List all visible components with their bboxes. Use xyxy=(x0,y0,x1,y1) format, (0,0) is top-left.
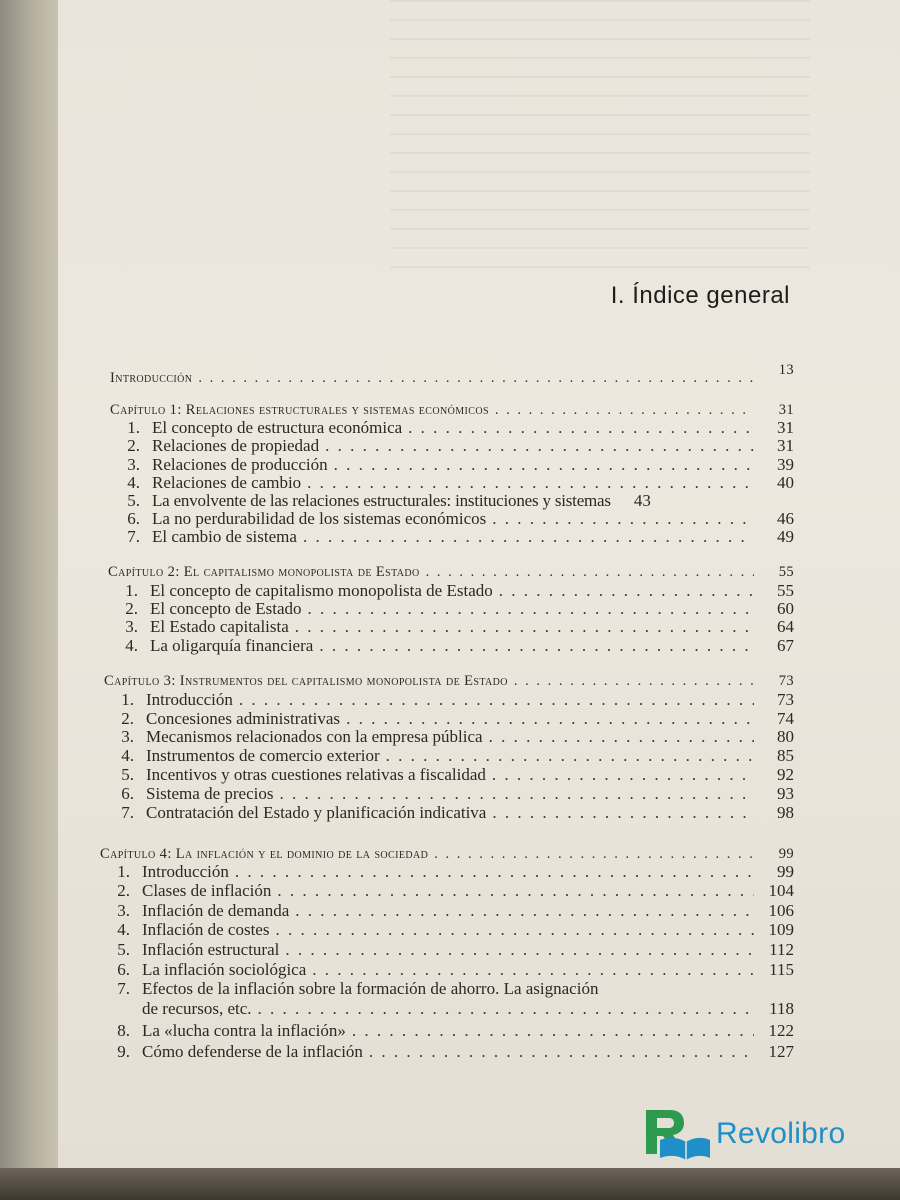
item-label: Contratación del Estado y planificación indicativa xyxy=(146,803,487,822)
leader-dots xyxy=(258,999,754,1019)
item-label: Relaciones de cambio xyxy=(152,473,302,492)
item-number: 2. xyxy=(121,709,134,728)
toc-item xyxy=(112,617,794,637)
toc-item xyxy=(104,940,794,960)
item-label: Inflación de demanda xyxy=(142,901,290,920)
leader-dots xyxy=(275,920,754,940)
item-page: 122 xyxy=(768,1021,794,1040)
item-label: Sistema de precios xyxy=(146,784,274,803)
toc-item xyxy=(112,581,794,601)
toc-item xyxy=(104,979,794,999)
item-label: Incentivos y otras cuestiones relativas a fiscalidad xyxy=(146,765,486,784)
item-number: 8. xyxy=(117,1021,130,1040)
chapter-page: 31 xyxy=(778,402,794,418)
chapter-page: 73 xyxy=(778,673,794,689)
leader-dots xyxy=(308,599,754,619)
item-number: 1. xyxy=(121,690,134,709)
leader-dots xyxy=(307,473,754,493)
leader-dots xyxy=(346,709,754,729)
item-page: 115 xyxy=(769,960,794,979)
leader-dots xyxy=(325,436,754,456)
item-number: 7. xyxy=(121,803,134,822)
toc-item xyxy=(108,746,794,766)
leader-dots xyxy=(295,617,754,637)
toc-item xyxy=(104,881,794,901)
item-page: 127 xyxy=(768,1042,794,1061)
item-label: Inflación estructural xyxy=(142,940,280,959)
item-page: 49 xyxy=(777,527,794,546)
item-label: El concepto de Estado xyxy=(150,599,302,618)
item-label: Relaciones de producción xyxy=(152,455,328,474)
toc-item xyxy=(112,636,794,656)
item-page: 85 xyxy=(777,746,794,765)
toc-item xyxy=(112,599,794,619)
item-page: 92 xyxy=(777,765,794,784)
leader-dots xyxy=(334,455,754,475)
toc-item xyxy=(114,473,794,493)
toc-chapter-2 xyxy=(108,562,794,582)
toc-item xyxy=(108,709,794,729)
item-number: 3. xyxy=(121,727,134,746)
item-number: 6. xyxy=(121,784,134,803)
toc-item xyxy=(108,803,794,823)
item-page: 67 xyxy=(777,636,794,655)
toc-item xyxy=(114,491,802,511)
item-page: 74 xyxy=(777,709,794,728)
item-label: La inflación sociológica xyxy=(142,960,307,979)
item-label: Instrumentos de comercio exterior xyxy=(146,746,380,765)
toc-item xyxy=(114,527,794,547)
toc-item xyxy=(108,784,794,804)
toc-item xyxy=(104,1042,794,1062)
item-page: 93 xyxy=(777,784,794,803)
item-page: 60 xyxy=(777,599,794,618)
item-label: La envolvente de las relaciones estructurales: instituciones y sistemas xyxy=(152,491,611,510)
item-number: 4. xyxy=(125,636,138,655)
item-label: Cómo defenderse de la inflación xyxy=(142,1042,363,1061)
item-page: 106 xyxy=(768,901,794,920)
leader-dots xyxy=(514,671,754,691)
leader-dots xyxy=(499,581,754,601)
leader-dots xyxy=(295,901,754,921)
item-page: 98 xyxy=(777,803,794,822)
toc-item xyxy=(108,727,794,747)
item-label: Concesiones administrativas xyxy=(146,709,341,728)
leader-dots xyxy=(279,784,754,804)
item-number: 3. xyxy=(125,617,138,636)
leader-dots xyxy=(492,509,754,529)
item-label: Inflación de costes xyxy=(142,920,270,939)
item-page: 39 xyxy=(777,455,794,474)
toc-item xyxy=(114,455,794,475)
item-number: 3. xyxy=(117,901,130,920)
item-number: 5. xyxy=(127,491,140,510)
item-number: 7. xyxy=(117,979,130,998)
item-label: Introducción xyxy=(146,690,233,709)
item-label: Relaciones de propiedad xyxy=(152,436,320,455)
item-number: 2. xyxy=(117,881,130,900)
item-label: La oligarquía financiera xyxy=(150,636,314,655)
item-number: 9. xyxy=(117,1042,130,1061)
item-number: 4. xyxy=(117,920,130,939)
item-page: 73 xyxy=(777,690,794,709)
item-page: 46 xyxy=(777,509,794,528)
item-number: 1. xyxy=(125,581,138,600)
leader-dots xyxy=(235,862,754,882)
toc-intro-page: 13 xyxy=(778,362,794,378)
chapter-title: Capítulo 4: La inflación y el dominio de la sociedad xyxy=(100,846,429,862)
item-page: 99 xyxy=(777,862,794,881)
item-number: 1. xyxy=(127,418,140,437)
item-label: Introducción xyxy=(142,862,229,881)
item-label: La no perdurabilidad de los sistemas económicos xyxy=(152,509,487,528)
toc-item xyxy=(114,418,794,438)
item-label: El concepto de estructura económica xyxy=(152,418,403,437)
item-label: Mecanismos relacionados con la empresa pública xyxy=(146,727,483,746)
item-page: 55 xyxy=(777,581,794,600)
chapter-page: 55 xyxy=(778,564,794,580)
item-number: 3. xyxy=(127,455,140,474)
item-page: 31 xyxy=(777,418,794,437)
leader-dots xyxy=(492,803,754,823)
watermark-text: Revolibro xyxy=(716,1117,846,1150)
item-page: 64 xyxy=(777,617,794,636)
item-number: 4. xyxy=(127,473,140,492)
item-number: 5. xyxy=(117,940,130,959)
leader-dots xyxy=(319,636,754,656)
item-number: 2. xyxy=(125,599,138,618)
toc-item xyxy=(104,1021,794,1041)
item-page: 109 xyxy=(768,920,794,939)
item-page: 31 xyxy=(777,436,794,455)
leader-dots xyxy=(285,940,754,960)
item-label: El Estado capitalista xyxy=(150,617,289,636)
revolibro-watermark xyxy=(640,1104,890,1164)
item-label: La «lucha contra la inflación» xyxy=(142,1021,346,1040)
item-page: 40 xyxy=(777,473,794,492)
chapter-page: 99 xyxy=(778,846,794,862)
toc-item xyxy=(104,960,794,980)
toc-item xyxy=(114,509,794,529)
leader-dots xyxy=(239,690,754,710)
leader-dots xyxy=(492,765,754,785)
item-number: 2. xyxy=(127,436,140,455)
toc-chapter-1 xyxy=(110,400,794,420)
chapter-title: Capítulo 3: Instrumentos del capitalismo monopolista de Estado xyxy=(104,673,508,689)
leader-dots xyxy=(277,881,754,901)
leader-dots xyxy=(198,368,754,388)
leader-dots xyxy=(426,562,754,582)
item-page: 43 xyxy=(633,491,651,510)
leader-dots xyxy=(303,527,754,547)
item-number: 1. xyxy=(117,862,130,881)
toc-item xyxy=(108,765,794,785)
leader-dots xyxy=(312,960,754,980)
item-page: 80 xyxy=(777,727,794,746)
leader-dots xyxy=(495,400,754,420)
toc-chapter-4 xyxy=(100,844,794,864)
leader-dots xyxy=(489,727,754,747)
leader-dots xyxy=(408,418,754,438)
item-label: Efectos de la inflación sobre la formación de ahorro. La asignación xyxy=(142,979,599,998)
item-label-continuation: de recursos, etc. xyxy=(142,999,252,1018)
leader-dots xyxy=(352,1021,754,1041)
item-label: El cambio de sistema xyxy=(152,527,297,546)
chapter-title: Capítulo 2: El capitalismo monopolista de Estado xyxy=(108,564,420,580)
item-number: 5. xyxy=(121,765,134,784)
book-logo-icon xyxy=(640,1106,712,1162)
item-number: 6. xyxy=(117,960,130,979)
leader-dots xyxy=(369,1042,754,1062)
item-number: 7. xyxy=(127,527,140,546)
item-page: 104 xyxy=(768,881,794,900)
toc-chapter-3 xyxy=(104,671,794,691)
item-label: El concepto de capitalismo monopolista de Estado xyxy=(150,581,493,600)
toc-item xyxy=(108,690,794,710)
item-label: Clases de inflación xyxy=(142,881,272,900)
leader-dots xyxy=(386,746,754,766)
toc-item xyxy=(104,920,794,940)
leader-dots xyxy=(434,844,754,864)
section-title: I. Índice general xyxy=(610,282,790,309)
toc-item xyxy=(104,901,794,921)
toc-intro xyxy=(110,362,794,388)
item-page: 112 xyxy=(769,940,794,959)
chapter-title: Capítulo 1: Relaciones estructurales y sistemas económicos xyxy=(110,402,489,418)
item-number: 6. xyxy=(127,509,140,528)
toc-item-continuation xyxy=(142,999,794,1019)
toc-item xyxy=(104,862,794,882)
item-number: 4. xyxy=(121,746,134,765)
item-page: 118 xyxy=(769,999,794,1018)
toc-item xyxy=(114,436,794,456)
toc-intro-label: Introducción xyxy=(110,370,193,386)
